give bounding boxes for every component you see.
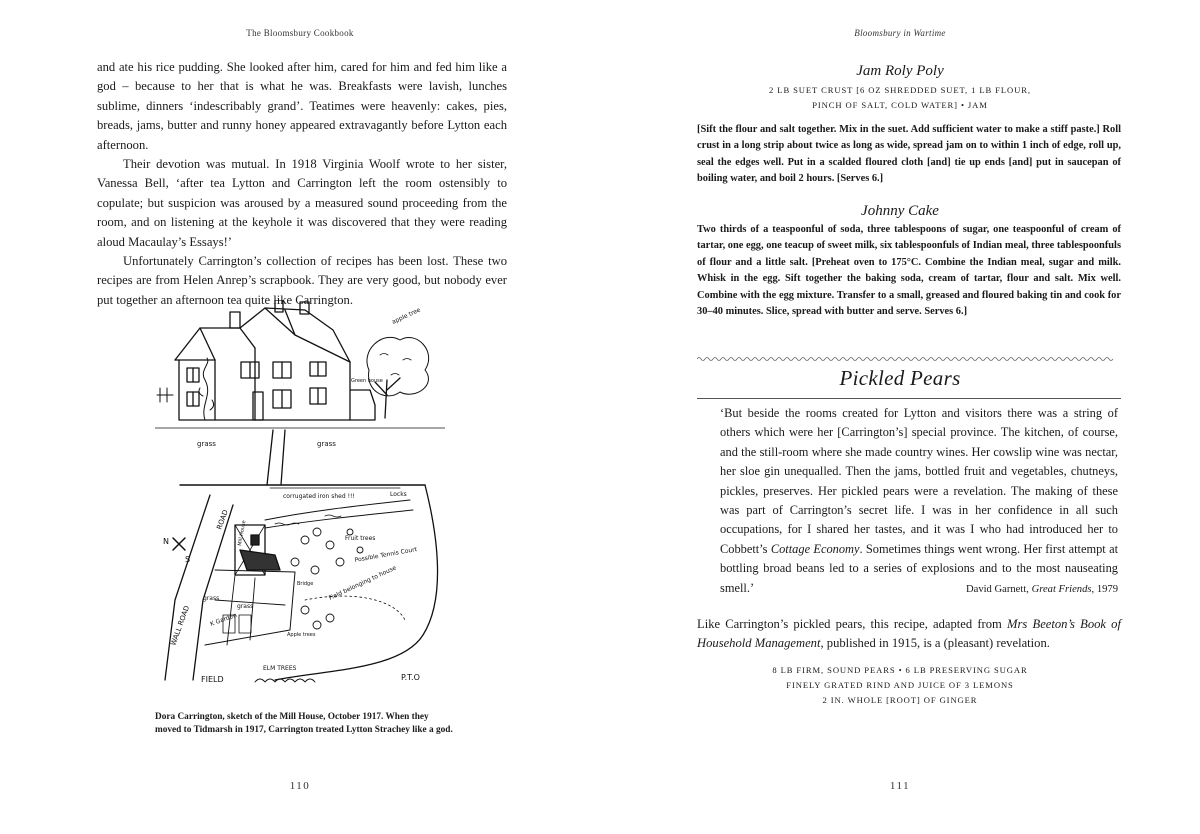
- sketch-label-compass-n: N: [163, 537, 169, 546]
- sketch-label-wall-road: WALL ROAD: [169, 604, 192, 647]
- paragraph: Their devotion was mutual. In 1918 Virginia Woolf wrote to her sister, Vanessa Bell, ‘after tea Lytton and Carrington left the room ostensibly to copulate; but suspicion was aroused by a measured sound proceeding from the room, and on listening at the keyhole it was discovered that they were reading aloud Macaulay’s Essays!’: [97, 157, 507, 249]
- quote-text-part: ‘But beside the rooms created for Lytton and visitors there was a string of others which were her [Carrington’s] special province. The kitchen, of course, and the still-room where she made country wines. Her cowslip wine was nectar, her sloe gin unequalled. Then the jams, bottled fruit and vegetables, chutneys, pickles, preserves. Her pickled pears were a revelation. The making of these was part of Carrington’s secret life. I was in her confidence in all such occupations, for I shared her tastes, and it was I who had introduced her to Cobbett’s: [720, 406, 1118, 556]
- paragraph: Unfortunately Carrington’s collection of recipes has been lost. These two recipes are from Helen Anrep’s scrapbook. They are very good, but nobody ever put together an afternoon tea quite like Carrington.: [97, 254, 507, 307]
- section-title-pickled-pears: Pickled Pears: [839, 366, 961, 390]
- running-head-right: Bloomsbury in Wartime: [854, 28, 946, 38]
- ingredients-pickled-pears: [600, 663, 1200, 708]
- sketch-label-fruit-trees: Fruit trees: [345, 535, 376, 542]
- recipe-title-jam-roly-poly: Jam Roly Poly: [856, 63, 944, 79]
- figure-caption: [155, 711, 455, 737]
- running-head-left: The Bloomsbury Cookbook: [246, 28, 354, 38]
- sketch-label-locks: Locks: [390, 491, 407, 498]
- method-text: Two thirds of a teaspoonful of soda, three tablespoons of sugar, one teaspoonful of cream of tartar, one egg, one teacup of sweet milk, six tablespoonfuls of Indian meal, three tablespoonfuls of flour and a little salt. [Preheat oven to 175°C. Combine the Indian meal, sugar and milk. Whisk in the egg. Sift together the baking soda, cream of tartar, flour and salt. Mix well. Combine with the egg mixture. Transfer to a small, greased and floured baking tin and cook for 30–40 minutes. Slice, spread with butter and serve. Serves 6.]: [697, 224, 1121, 318]
- section-rule: [697, 398, 1121, 399]
- sketch-label-green-house: Green house: [351, 378, 383, 384]
- page-number-left: 110: [289, 780, 311, 792]
- caption-text: Dora Carrington, sketch of the Mill House, October 1917. When they moved to Tidmarsh in 1917, Carrington treated Lytton Strachey like a god.: [155, 712, 453, 735]
- sketch-label-elm-trees: ELM TREES: [263, 665, 297, 672]
- ingredient-line: 2 LB SUET CRUST [6 OZ SHREDDED SUET, 1 LB FLOUR,: [769, 85, 1031, 95]
- mill-house-sketch: [155, 300, 445, 698]
- intro-text-part: Like Carrington’s pickled pears, this recipe, adapted from: [697, 617, 1008, 631]
- sketch-label-grass-left: grass: [197, 440, 216, 448]
- recipe-title-johnny-cake: Johnny Cake: [861, 203, 939, 219]
- ingredients-jam-roly-poly: [600, 83, 1200, 113]
- paragraph: and ate his rice pudding. She looked after him, cared for him and fed him like a god – because to her that is what he was. Breakfasts were lavish, lunches sublime, dinners ‘indescribably grand’. Teatimes were heavenly: cakes, pies, breads, jams, butter and runny honey appeared extravagantly before Lytton each afternoon.: [97, 60, 507, 152]
- intro-text: [697, 615, 1121, 654]
- ingredient-line: FINELY GRATED RIND AND JUICE OF 3 LEMONS: [786, 680, 1014, 690]
- quote-italic-title: Cottage Economy: [770, 541, 860, 556]
- sketch-label-compass-s: S: [185, 555, 191, 564]
- attribution-author: David Garnett,: [965, 584, 1032, 595]
- sketch-label-mill-house: Mill House: [237, 519, 248, 547]
- ingredient-line: 8 LB FIRM, SOUND PEARS • 6 LB PRESERVING SUGAR: [772, 665, 1028, 675]
- method-johnny-cake: [697, 222, 1121, 320]
- sketch-label-road: ROAD: [215, 508, 230, 531]
- quote-text: [720, 404, 1118, 598]
- sketch-label-apple-trees: Apple trees: [287, 632, 316, 638]
- quote-text-part: . Sometimes things went wrong. Her first attempt at bottling broad beans led to a series of explosions and to the most nauseating smell.’: [720, 541, 1119, 595]
- wavy-divider: [697, 356, 1121, 362]
- sketch-label-grass-inner-2: grass: [237, 603, 254, 610]
- attribution-work: Great Friends: [1031, 584, 1092, 595]
- body-text: [97, 58, 507, 310]
- sketch-label-apple-tree: apple tree: [390, 306, 422, 326]
- sketch-label-grass-right: grass: [317, 440, 336, 448]
- sketch-label-pto: P.T.O: [401, 673, 420, 682]
- sketch-label-field: FIELD: [201, 675, 224, 684]
- ingredient-line: PINCH OF SALT, COLD WATER] • JAM: [812, 100, 988, 110]
- sketch-label-corrugated: corrugated iron shed !!!: [283, 493, 355, 500]
- pickled-pears-intro: [697, 615, 1121, 654]
- sketch-label-k-garden: K Garden: [209, 611, 238, 628]
- right-page: [600, 0, 1200, 834]
- quote-attribution: [720, 584, 1118, 595]
- sketch-label-grass-inner-1: grass: [203, 595, 220, 602]
- sketch-label-bridge: Bridge: [297, 581, 314, 587]
- method-jam-roly-poly: [697, 122, 1121, 188]
- attribution-year: , 1979: [1091, 584, 1118, 595]
- method-text: [Sift the flour and salt together. Mix in the suet. Add sufficient water to make a stiff paste.] Roll crust in a long strip about twice as long as wide, spread jam on to within 1 inch of edge, roll up, seal the edges well. Put in a scalded floured cloth [and] tie up ends [and] put in saucepan of boiling water, and boil 2 hours. [Serves 6.]: [697, 124, 1121, 185]
- ingredient-line: 2 IN. WHOLE [ROOT] OF GINGER: [822, 695, 978, 705]
- page-number-right: 111: [889, 780, 911, 792]
- sketch-label-possible-tennis: Possible Tennis Court: [354, 546, 418, 564]
- sketch-label-field-belonging: Field belonging to house: [327, 564, 398, 602]
- intro-text-part: , published in 1915, is a (pleasant) revelation.: [820, 636, 1050, 651]
- garnett-quote: [720, 404, 1118, 598]
- intro-book-title: Mrs Beeton’s Book of Household Management: [697, 617, 1121, 651]
